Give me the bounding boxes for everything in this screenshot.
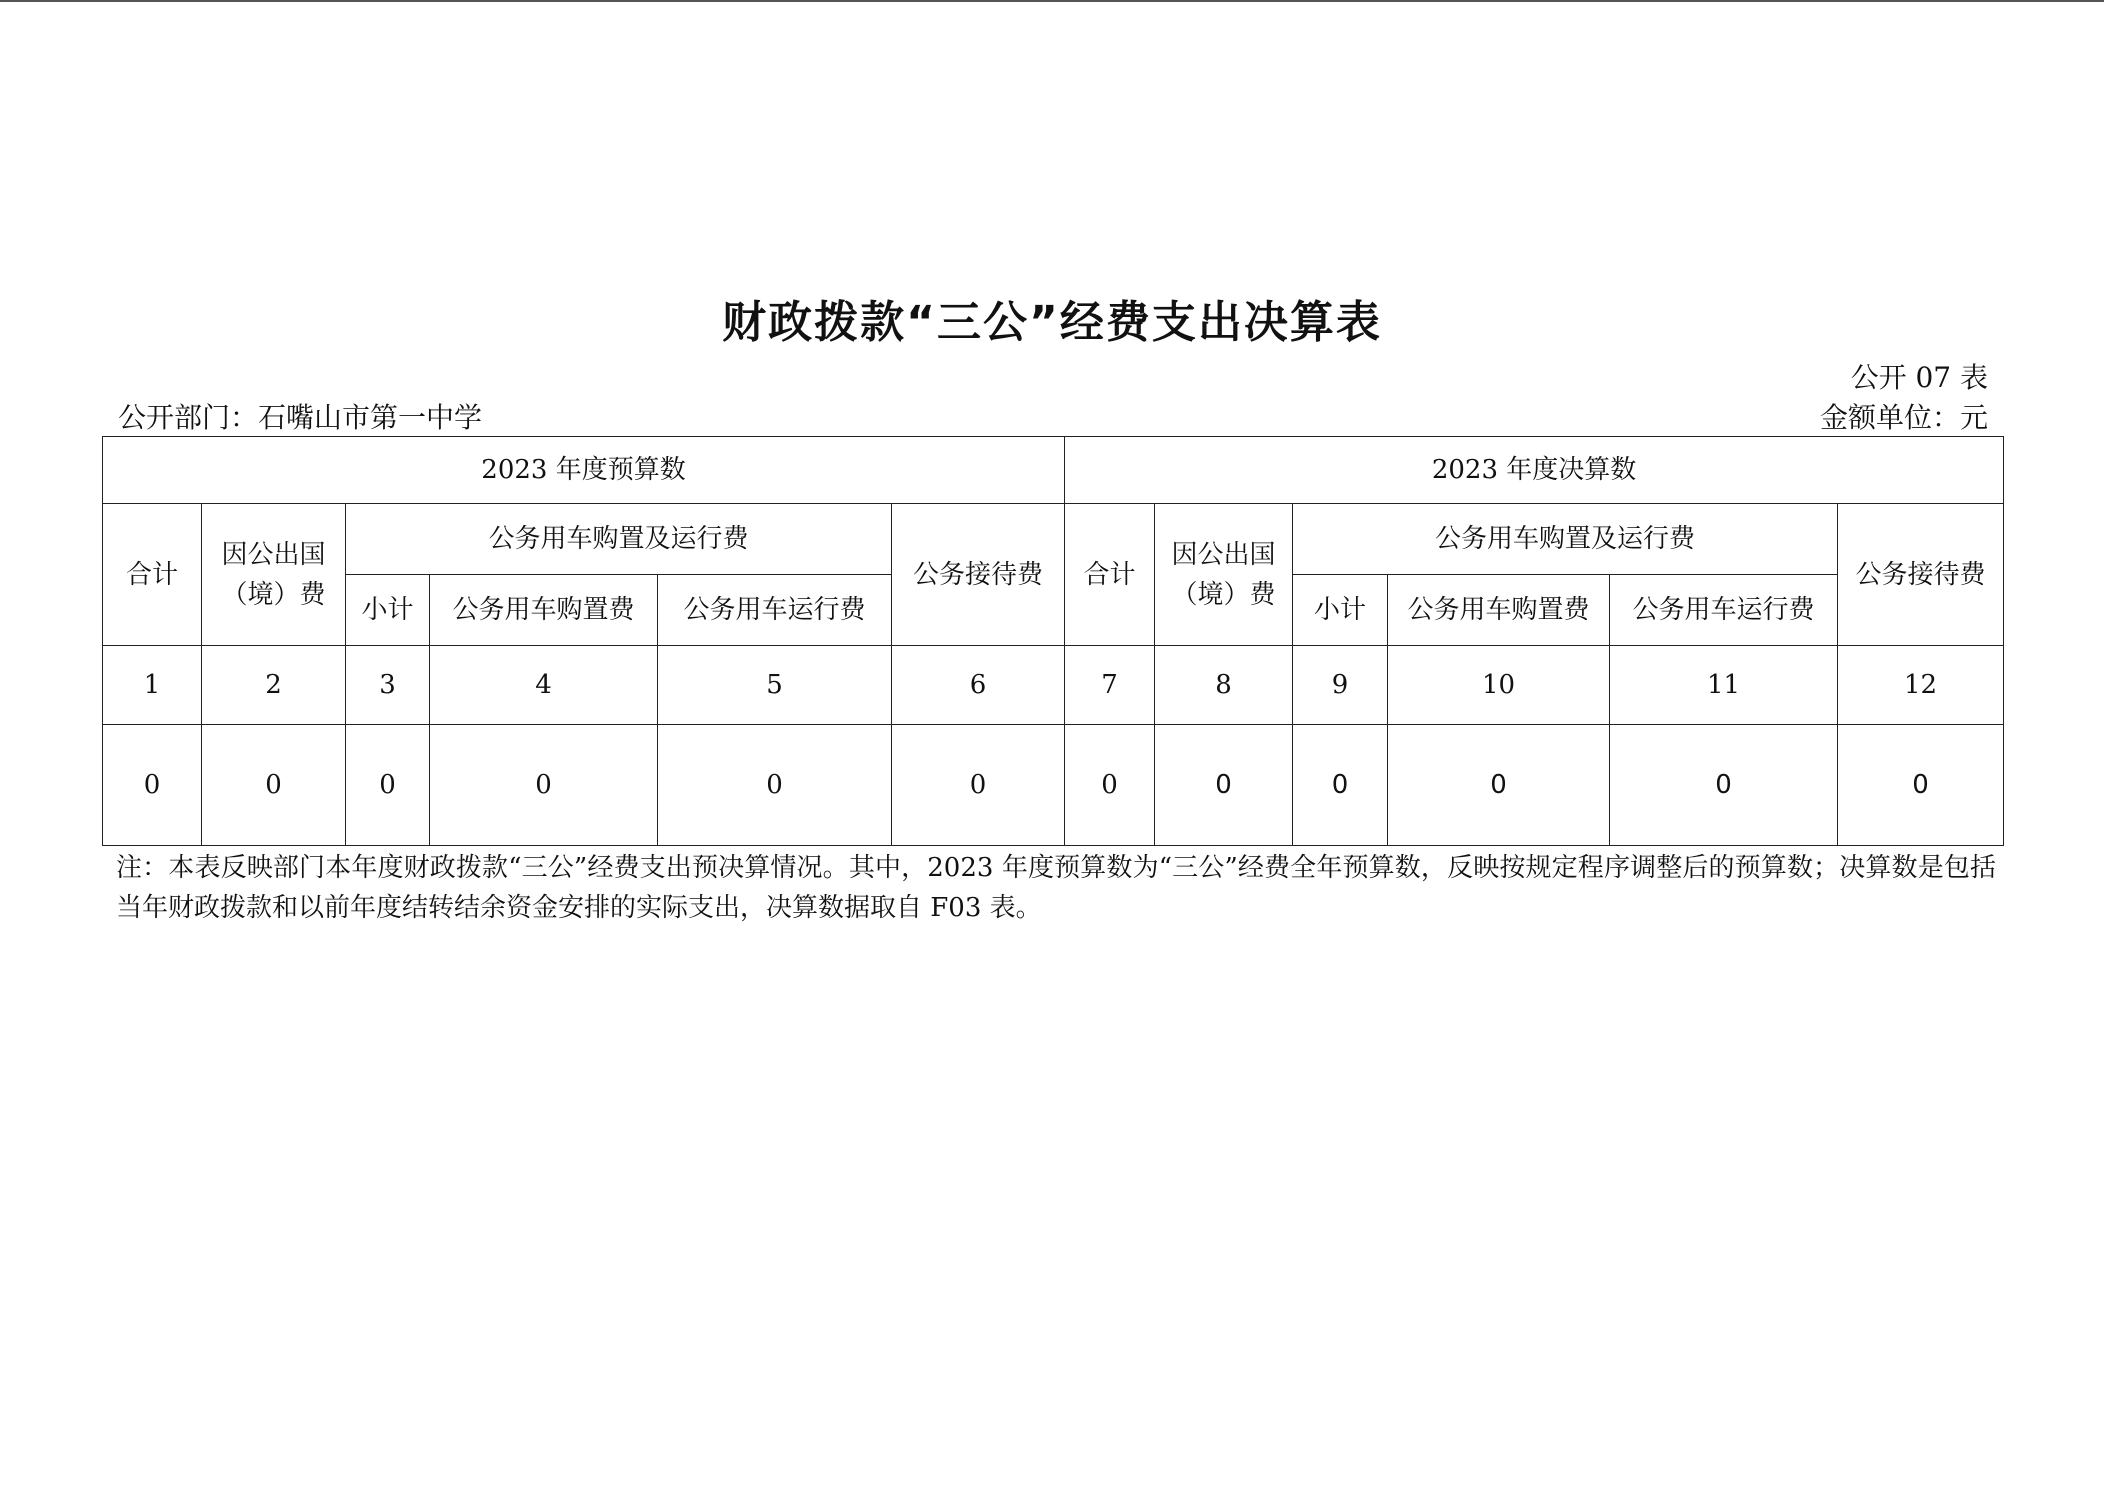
period-header-row bbox=[103, 437, 2004, 504]
amount-unit-label: 金额单位：元 bbox=[1819, 401, 1988, 434]
index-cell: 1 bbox=[103, 646, 202, 725]
value-cell: 0 bbox=[658, 725, 892, 846]
index-cell: 8 bbox=[1155, 646, 1293, 725]
index-cell: 5 bbox=[658, 646, 892, 725]
final-abroad-header bbox=[1155, 504, 1293, 646]
value-cell: 0 bbox=[346, 725, 430, 846]
value-cell: 0 bbox=[202, 725, 346, 846]
index-cell: 10 bbox=[1388, 646, 1610, 725]
final-subtotal-header: 小计 bbox=[1293, 575, 1388, 646]
value-cell: 0 bbox=[1293, 725, 1388, 846]
form-number: 公开 07 表 bbox=[1850, 361, 1988, 394]
department-label: 公开部门：石嘴山市第一中学 bbox=[118, 401, 483, 434]
value-row bbox=[103, 725, 2004, 846]
index-cell: 6 bbox=[892, 646, 1065, 725]
value-cell: 0 bbox=[103, 725, 202, 846]
value-cell: 0 bbox=[1155, 725, 1293, 846]
budget-abroad-header bbox=[202, 504, 346, 646]
page-title: 财政拨款“三公”经费支出决算表 bbox=[722, 297, 1382, 348]
value-cell: 0 bbox=[1065, 725, 1155, 846]
table-footnote: 注：本表反映部门本年度财政拨款“三公”经费支出预决算情况。其中，2023 年度预算数为“三公”经费全年预算数，反映按规定程序调整后的预算数；决算数是包括当年财政拨款和以前年度结转结余资金安排的实际支出，决算数据取自 F03 表。 bbox=[116, 853, 1996, 923]
final-reception-header: 公务接待费 bbox=[1838, 504, 2004, 646]
budget-vehicle-operation-header: 公务用车运行费 bbox=[658, 575, 892, 646]
budget-vehicle-purchase-header: 公务用车购置费 bbox=[430, 575, 658, 646]
final-vehicle-purchase-header: 公务用车购置费 bbox=[1388, 575, 1610, 646]
budget-vehicle-header: 公务用车购置及运行费 bbox=[346, 504, 892, 575]
final-total-header: 合计 bbox=[1065, 504, 1155, 646]
index-cell: 9 bbox=[1293, 646, 1388, 725]
budget-total-header: 合计 bbox=[103, 504, 202, 646]
top-border-line bbox=[0, 0, 2104, 2]
final-vehicle-header: 公务用车购置及运行费 bbox=[1293, 504, 1838, 575]
value-cell: 0 bbox=[1610, 725, 1838, 846]
column-index-row bbox=[103, 646, 2004, 725]
budget-subtotal-header: 小计 bbox=[346, 575, 430, 646]
three-public-expense-table bbox=[102, 436, 2004, 846]
value-cell: 0 bbox=[1838, 725, 2004, 846]
index-cell: 2 bbox=[202, 646, 346, 725]
budget-abroad-label: 因公出国（境）费 bbox=[221, 539, 326, 610]
budget-reception-header: 公务接待费 bbox=[892, 504, 1065, 646]
value-cell: 0 bbox=[1388, 725, 1610, 846]
final-abroad-label: 因公出国（境）费 bbox=[1171, 539, 1276, 610]
index-cell: 3 bbox=[346, 646, 430, 725]
value-cell: 0 bbox=[430, 725, 658, 846]
budget-header-cell: 2023 年度预算数 bbox=[103, 437, 1065, 504]
column-header-row-1 bbox=[103, 504, 2004, 575]
index-cell: 12 bbox=[1838, 646, 2004, 725]
index-cell: 4 bbox=[430, 646, 658, 725]
value-cell: 0 bbox=[892, 725, 1065, 846]
final-vehicle-operation-header: 公务用车运行费 bbox=[1610, 575, 1838, 646]
index-cell: 7 bbox=[1065, 646, 1155, 725]
final-header-cell: 2023 年度决算数 bbox=[1065, 437, 2004, 504]
index-cell: 11 bbox=[1610, 646, 1838, 725]
